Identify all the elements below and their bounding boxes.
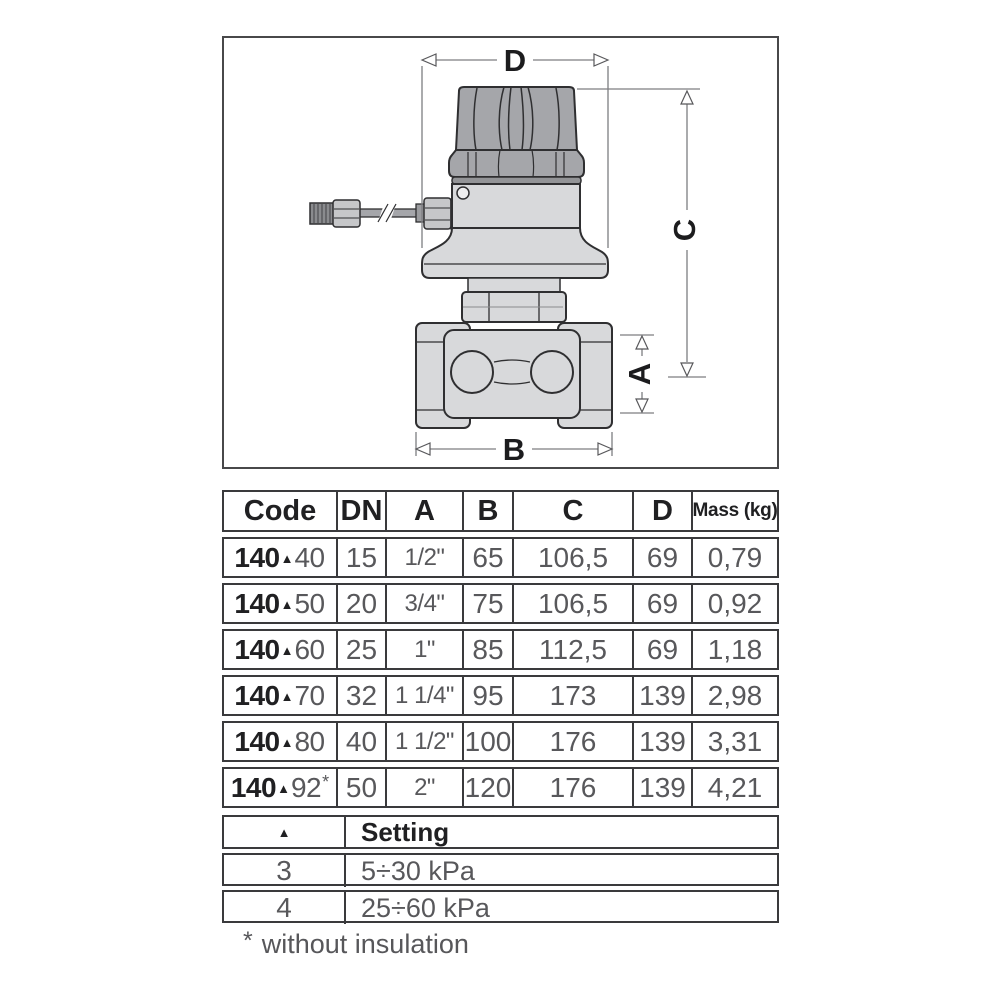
cell-c: 176	[514, 723, 634, 760]
dimension-a	[620, 335, 657, 413]
cell-mass: 1,18	[707, 633, 763, 665]
cell-mass: 4,21	[707, 771, 763, 803]
cell-code	[224, 677, 338, 714]
valve-body	[416, 323, 612, 428]
cell-code	[224, 539, 338, 576]
table-row	[222, 675, 779, 716]
cell-code	[224, 631, 338, 668]
header-mass: Mass (kg)	[693, 500, 777, 521]
body-port-left	[451, 351, 493, 393]
code-prefix: 140	[234, 541, 280, 573]
cell-d: 139	[634, 723, 693, 760]
cell-dn: 15	[338, 539, 387, 576]
cell-dn: 50	[338, 769, 387, 806]
setting-range: 25÷60 kPa	[361, 892, 490, 923]
code-prefix: 140	[234, 725, 280, 757]
cell-a: 1 1/2"	[387, 723, 464, 760]
code-prefix: 140	[234, 679, 280, 711]
cell-d: 139	[634, 677, 693, 714]
footnote	[243, 929, 469, 960]
header-b: B	[464, 492, 514, 530]
cell-b: 85	[464, 631, 514, 668]
cell-a: 3/4"	[387, 585, 464, 622]
dimension-d-label: D	[503, 43, 527, 78]
setting-marker-icon: ▲	[280, 597, 294, 612]
setting-range: 5÷30 kPa	[361, 855, 475, 886]
cell-mass: 2,98	[707, 679, 763, 711]
cell-c: 173	[514, 677, 634, 714]
settings-table	[222, 815, 779, 923]
cell-c: 176	[514, 769, 634, 806]
setting-marker-icon: ▲	[277, 781, 290, 796]
body-port-right	[531, 351, 573, 393]
code-suffix: 50	[294, 587, 325, 619]
settings-header-label: Setting	[361, 817, 450, 847]
cell-b: 120	[464, 769, 514, 806]
setting-value: 3	[224, 855, 346, 887]
valve-drawing-svg	[222, 36, 779, 469]
cell-c: 106,5	[514, 539, 634, 576]
footnote-asterisk: *	[243, 927, 253, 955]
cell-dn: 20	[338, 585, 387, 622]
valve-union-nut	[462, 278, 566, 322]
bonnet-hole	[457, 187, 469, 199]
cell-b: 75	[464, 585, 514, 622]
cell-d: 69	[634, 585, 693, 622]
header-code: Code	[224, 492, 338, 530]
setting-marker-icon: ▲	[280, 735, 294, 750]
code-suffix: 80	[294, 725, 325, 757]
header-c: C	[514, 492, 634, 530]
code-prefix: 140	[234, 633, 280, 665]
cell-a: 1/2"	[387, 539, 464, 576]
cell-code	[224, 769, 338, 806]
cell-code	[224, 723, 338, 760]
table-header-row	[222, 490, 779, 532]
setting-marker-icon: ▲	[280, 551, 294, 566]
cell-d: 69	[634, 539, 693, 576]
code-prefix: 140	[230, 771, 277, 803]
setting-marker-icon: ▲	[280, 689, 294, 704]
cell-dn: 40	[338, 723, 387, 760]
cell-b: 95	[464, 677, 514, 714]
cell-mass: 3,31	[707, 725, 763, 757]
cell-d: 139	[634, 769, 693, 806]
code-suffix: 60	[294, 633, 325, 665]
code-note: *	[322, 772, 330, 792]
setting-marker-icon: ▲	[224, 817, 346, 848]
header-d: D	[634, 492, 693, 530]
cell-code	[224, 585, 338, 622]
code-suffix: 40	[294, 541, 325, 573]
dimension-b	[416, 432, 612, 467]
cell-mass: 0,92	[707, 587, 763, 619]
valve-technical-drawing	[222, 36, 779, 469]
dimensions-table	[222, 490, 779, 808]
table-row	[222, 767, 779, 808]
cell-c: 106,5	[514, 585, 634, 622]
cell-a: 1"	[387, 631, 464, 668]
code-suffix: 70	[294, 679, 325, 711]
code-prefix: 140	[234, 587, 280, 619]
capillary-tube	[310, 193, 468, 234]
table-row	[222, 629, 779, 670]
setting-value: 4	[224, 892, 346, 924]
valve-knob	[449, 87, 584, 184]
cell-dn: 32	[338, 677, 387, 714]
header-dn: DN	[338, 492, 387, 530]
dimension-a-label: A	[622, 362, 658, 386]
settings-row	[222, 853, 779, 886]
code-suffix: 92	[290, 771, 322, 803]
cell-a: 1 1/4"	[387, 677, 464, 714]
header-a: A	[387, 492, 464, 530]
table-row	[222, 583, 779, 624]
cell-a: 2"	[387, 769, 464, 806]
cell-c: 112,5	[514, 631, 634, 668]
table-row	[222, 721, 779, 762]
setting-marker-icon: ▲	[280, 643, 294, 658]
cell-d: 69	[634, 631, 693, 668]
settings-row	[222, 890, 779, 923]
dimension-b-label: B	[502, 432, 526, 467]
cell-b: 100	[464, 723, 514, 760]
cell-dn: 25	[338, 631, 387, 668]
settings-header-row	[222, 815, 779, 849]
cell-b: 65	[464, 539, 514, 576]
footnote-text: without insulation	[261, 929, 469, 959]
table-row	[222, 537, 779, 578]
cell-mass: 0,79	[707, 541, 763, 573]
dimension-c-label: C	[667, 218, 703, 242]
